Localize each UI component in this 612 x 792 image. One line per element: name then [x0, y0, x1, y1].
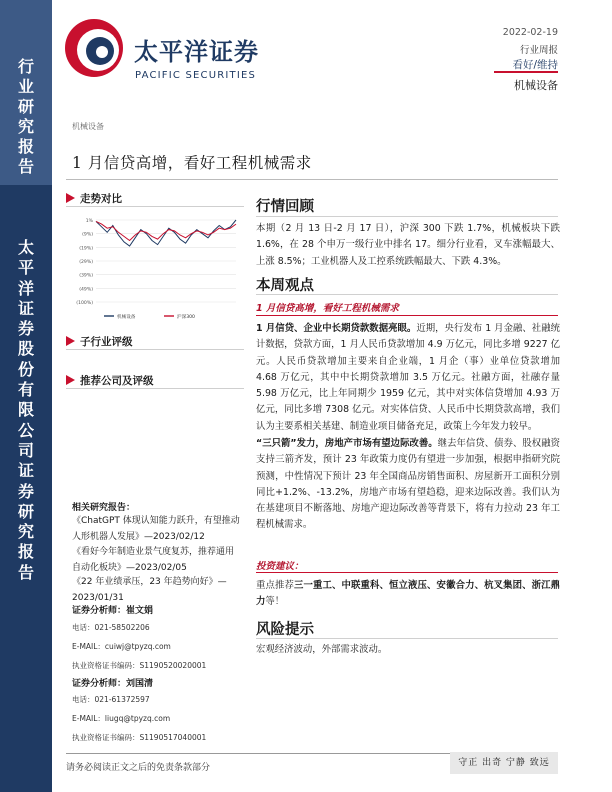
sidebar-org-char: 平	[17, 258, 34, 278]
chart-y-tick-label: (9%)	[82, 232, 93, 238]
chart-y-tick-label: 1%	[85, 219, 93, 224]
analyst-2-phone: 电话：021-61372597	[72, 695, 150, 704]
title-divider	[66, 179, 558, 180]
trend-section-divider	[66, 206, 244, 207]
analyst-2-email[interactable]: E-MAIL：liugq@tpyzq.com	[72, 714, 171, 723]
header-red-divider	[494, 71, 558, 73]
sidebar-org-char: 太	[17, 238, 34, 257]
arrow-icon	[66, 193, 76, 203]
sidebar-org-text	[0, 238, 52, 583]
sidebar-org-char: 研	[17, 501, 34, 521]
weekly-view-subtitle: 1 月信贷高增，看好工程机械需求	[256, 303, 399, 314]
analyst-2-license: 执业资格证书编码：S1190517040001	[72, 733, 207, 742]
chart-series-line-1	[96, 220, 236, 246]
chart-legend-label: 机械设备	[117, 315, 136, 320]
sidebar-org-char: 报	[17, 542, 34, 562]
sidebar-org-char: 证	[17, 298, 34, 318]
sidebar-org-char: 券	[17, 319, 34, 339]
chart-series-line-2	[96, 221, 236, 240]
header-sector: 机械设备	[514, 79, 558, 92]
brand-name-cn: 太平洋证券	[134, 38, 259, 66]
recommend-heading: 推荐公司及评级	[66, 373, 154, 388]
investment-advice-heading: 投资建议：	[256, 561, 304, 572]
weekly-view-paragraph-2: “三只箭”发力，房地产市场有望边际改善。继去年信贷、债券、股权融资支持三箭齐发，预计 23 年政策力度仍有望进一步加强，根据申指研究院预测，中性情况下预计 23 年全国商品房销售面积、房屋新开工面积分别同比+1.2%、-13.2%，房地产市场有望趋稳，迎来边际改善。我们认为在基建项目不断落地、房地产迎边际改善等背景下，将有力拉动 23 年工程机械需求。	[256, 438, 560, 531]
sidebar-category-char: 业	[17, 77, 34, 96]
sidebar-category-char: 行	[17, 57, 34, 76]
sub-rating-divider	[66, 349, 244, 350]
report-type: 行业周报	[519, 45, 558, 56]
chart-y-tick-label: (49%)	[79, 287, 93, 293]
sidebar-category-char: 研	[17, 97, 34, 116]
industry-rating: 看好/维持	[512, 59, 558, 71]
related-report-item[interactable]: 《看好今年制造业景气度复苏，推荐通用自动化板块》—2023/02/05	[72, 547, 235, 573]
related-report-item[interactable]: 《22 年业绩承压，23 年趋势向好》—2023/01/31	[72, 577, 227, 603]
report-date: 2022-02-19	[502, 27, 558, 38]
sidebar-org-char: 股	[17, 339, 34, 359]
weekly-view-paragraph-1: 1 月信贷、企业中长期贷款数据亮眼。近期，央行发布 1 月金融、社融统计数据，贷款方面，1 月人民币贷款增加 4.9 万亿元，同比多增 9227 亿元。人民币贷款增加主要来自企业端，1 月企（事）业单位贷款增加 4.68 万亿元，其中中长期贷款增加 3.5 万亿元。社融方面，社融存量 5.98 万亿元，比上年同期少 1959 亿元，其中对实体信贷增加 4.93 万亿元，同比多增 7308 亿元。对实体信贷、人民币中长期贷款高增，我们认为主要系相关基建、制造业项目储备充足，政策上今年发力较早。	[256, 323, 560, 432]
sidebar-org-char: 究	[17, 522, 34, 542]
chart-legend-label: 沪深300	[177, 315, 195, 320]
sidebar-category-text	[0, 57, 52, 177]
sidebar-category-char: 究	[17, 117, 34, 136]
sidebar-org-char: 限	[17, 400, 34, 420]
weekly-view-heading: 本周观点	[256, 277, 314, 294]
related-reports-title: 相关研究报告：	[72, 503, 136, 513]
market-review-text: 本期（2 月 13 日-2 月 17 日），沪深 300 下跌 1.7%，机械板块下跌 1.6%，在 28 个申万一级行业中排名 17。细分行业看，叉车涨幅最大、上涨 8.5%；工业机器人及工控系统跌幅最大、下跌 4.3%。	[256, 223, 560, 267]
trend-section-heading: 走势对比	[66, 191, 122, 206]
risk-text: 宏观经济波动，外部需求波动。	[256, 644, 388, 655]
analyst-1-heading: 证券分析师：崔文娟	[72, 606, 154, 616]
page-title: 1 月信贷高增，看好工程机械需求	[72, 154, 312, 172]
arrow-icon	[66, 375, 76, 385]
analyst-1-phone: 电话：021-58502206	[72, 623, 150, 632]
investment-advice-text: 重点推荐三一重工、中联重科、恒立液压、安徽合力、杭叉集团、浙江鼎力等！	[256, 580, 560, 608]
market-review-divider	[256, 216, 558, 217]
analyst-1-email[interactable]: E-MAIL：cuiwj@tpyzq.com	[72, 642, 171, 651]
risk-heading: 风险提示	[256, 621, 314, 638]
sidebar-org-char: 证	[17, 461, 34, 481]
sidebar-org-char: 公	[17, 420, 34, 440]
footer-disclaimer: 请务必阅读正文之后的免责条款部分	[66, 763, 211, 773]
sidebar-org-char: 份	[17, 359, 34, 379]
chart-y-tick-label: (29%)	[79, 260, 93, 265]
investment-advice-divider	[256, 572, 558, 573]
breadcrumb-sector: 机械设备	[72, 122, 104, 131]
related-report-item[interactable]: 《ChatGPT 体现认知能力跃升，有望推动人形机器人发展》—2023/02/12	[72, 516, 240, 542]
analyst-1-license: 执业资格证书编码：S1190520020001	[72, 661, 207, 670]
sidebar-category-char: 告	[17, 157, 34, 176]
sidebar-org-char: 洋	[17, 278, 34, 298]
sidebar-org-char: 告	[17, 562, 34, 582]
sidebar-org-char: 司	[17, 440, 34, 460]
arrow-icon	[66, 336, 76, 346]
chart-y-tick-label: (19%)	[79, 246, 93, 252]
sidebar-category-char: 报	[17, 137, 34, 156]
sidebar-org-char: 有	[17, 380, 34, 400]
sidebar-org-char: 券	[17, 481, 34, 501]
sub-rating-heading: 子行业评级	[66, 334, 133, 349]
recommend-divider	[66, 388, 244, 389]
risk-divider	[256, 638, 558, 639]
analyst-2-heading: 证券分析师：刘国清	[72, 679, 154, 689]
footer-motto: 守正 出奇 宁静 致远	[450, 752, 558, 774]
market-review-heading: 行情回顾	[256, 198, 314, 215]
chart-y-tick-label: (100%)	[76, 301, 93, 306]
trend-chart	[64, 212, 244, 330]
pacific-securities-logo-icon	[63, 17, 125, 79]
weekly-view-divider	[256, 294, 558, 295]
chart-y-tick-label: (39%)	[79, 273, 93, 279]
brand-name-en: PACIFIC SECURITIES	[135, 70, 257, 81]
weekly-view-red-divider	[256, 315, 558, 316]
